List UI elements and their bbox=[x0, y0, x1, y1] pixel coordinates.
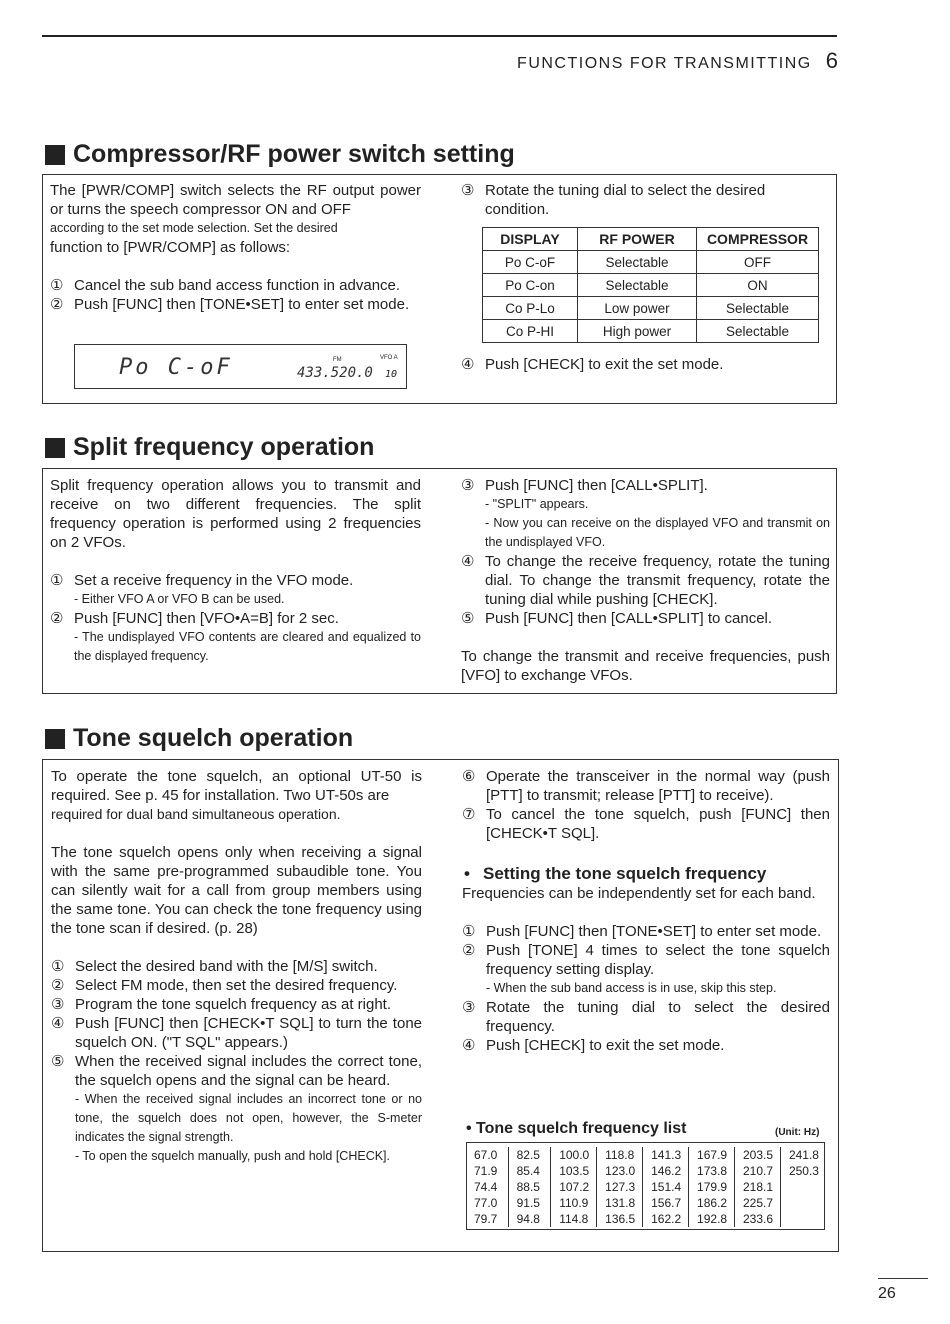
table-header: DISPLAY bbox=[483, 228, 578, 251]
step-number: ① bbox=[50, 277, 64, 294]
sec2-step-2 bbox=[50, 609, 421, 628]
table-cell: Po C-on bbox=[483, 274, 578, 297]
lcd-vfo-indicator: VFO A bbox=[380, 355, 398, 361]
tone-row bbox=[466, 1147, 823, 1163]
table-cell: OFF bbox=[697, 251, 819, 274]
chapter-number: 6 bbox=[825, 48, 838, 73]
table-row bbox=[483, 320, 819, 343]
tone-cell: 192.8 bbox=[689, 1211, 735, 1227]
sec1-step-3 bbox=[461, 181, 829, 219]
sec1-right-column bbox=[461, 181, 829, 219]
step-text: Push [FUNC] then [CHECK•T SQL] to turn the tone squelch ON. ("T SQL" appears.) bbox=[75, 1015, 422, 1051]
table-header: RF POWER bbox=[578, 228, 697, 251]
sec2-step-3 bbox=[461, 476, 830, 495]
tone-cell: 162.2 bbox=[643, 1211, 689, 1227]
tone-cell: 85.4 bbox=[508, 1163, 551, 1179]
tone-cell: 71.9 bbox=[474, 1164, 498, 1178]
sec1-intro: The [PWR/COMP] switch selects the RF output power or turns the speech compressor ON and OFF bbox=[50, 182, 421, 218]
sec3-para2: The tone squelch opens only when receiving a signal with the same pre-programmed subaudible tone. You can silently wait for a call from group members using the same tone. You can check the tone frequency using the tone scan if desired. (p. 28) bbox=[51, 844, 422, 937]
section-title-tone-squelch bbox=[45, 724, 353, 753]
page-number-rule bbox=[878, 1278, 928, 1279]
section-title-text: Compressor/RF power switch setting bbox=[73, 140, 515, 168]
tone-frequency-table bbox=[466, 1147, 823, 1227]
table-cell: Selectable bbox=[578, 251, 697, 274]
tone-cell: 103.5 bbox=[551, 1163, 597, 1179]
tone-cell bbox=[780, 1179, 823, 1195]
section-title-text: Tone squelch operation bbox=[73, 724, 354, 752]
sec2-step-5 bbox=[461, 609, 830, 628]
table-header-row bbox=[483, 228, 819, 251]
tone-cell: 88.5 bbox=[508, 1179, 551, 1195]
tone-cell: 241.8 bbox=[780, 1147, 823, 1163]
tone-list-unit: (Unit: Hz) bbox=[775, 1127, 820, 1138]
tone-cell: 100.0 bbox=[551, 1147, 597, 1163]
top-rule bbox=[42, 35, 837, 37]
sec3-step-6 bbox=[462, 767, 830, 805]
tone-cell: 141.3 bbox=[643, 1147, 689, 1163]
tone-cell: 79.7 bbox=[474, 1212, 498, 1226]
step-text: Push [FUNC] then [VFO•A=B] for 2 sec. bbox=[74, 610, 339, 627]
section-title-split bbox=[45, 433, 374, 462]
sec2-step-4 bbox=[461, 552, 830, 609]
lcd-frequency: 433.520.0 bbox=[297, 365, 373, 381]
sec1-step-1 bbox=[50, 276, 421, 295]
sec3-subheading bbox=[462, 864, 830, 884]
section-marker-icon bbox=[45, 438, 65, 458]
tone-cell: 233.6 bbox=[735, 1211, 781, 1227]
sec2-intro: Split frequency operation allows you to transmit and receive on two different frequencies. The split frequency operation is performed using 2 frequencies on 2 VFOs. bbox=[50, 477, 421, 551]
tone-cell: 167.9 bbox=[689, 1147, 735, 1163]
tone-row bbox=[466, 1179, 823, 1195]
step-text: Select the desired band with the [M/S] switch. bbox=[75, 958, 378, 975]
header-section: FUNCTIONS FOR TRANSMITTING bbox=[517, 55, 812, 72]
sec3-sub-step-2 bbox=[462, 941, 830, 979]
tone-cell: 136.5 bbox=[597, 1211, 643, 1227]
step-number: ② bbox=[50, 296, 64, 313]
section-title-text: Split frequency operation bbox=[73, 433, 375, 461]
tone-cell: 123.0 bbox=[597, 1163, 643, 1179]
tone-cell: 203.5 bbox=[735, 1147, 781, 1163]
step-number: ② bbox=[462, 942, 476, 959]
step-text: Select FM mode, then set the desired frequency. bbox=[75, 977, 398, 994]
tone-cell: 146.2 bbox=[643, 1163, 689, 1179]
step-text: Push [FUNC] then [TONE•SET] to enter set mode. bbox=[74, 296, 410, 313]
step-number: ③ bbox=[461, 182, 475, 199]
step-text: Push [CHECK] to exit the set mode. bbox=[485, 356, 724, 373]
step-text: Push [FUNC] then [TONE•SET] to enter set mode. bbox=[486, 923, 822, 940]
step-text: Rotate the tuning dial to select the desired frequency. bbox=[486, 999, 830, 1035]
compressor-table bbox=[482, 227, 819, 343]
step-text: Operate the transceiver in the normal way (push [PTT] to transmit; release [PTT] to receive). bbox=[486, 768, 830, 804]
running-header bbox=[517, 48, 838, 74]
sec1-step-2 bbox=[50, 295, 421, 314]
sec3-step-7 bbox=[462, 805, 830, 843]
sec3-step-4 bbox=[51, 1014, 422, 1052]
step-number: ⑥ bbox=[462, 768, 476, 785]
sec3-step-1 bbox=[51, 957, 422, 976]
sec2-step-1-note: - Either VFO A or VFO B can be used. bbox=[74, 592, 285, 606]
section-title-compressor bbox=[45, 140, 515, 169]
sec2-right-column bbox=[461, 476, 830, 685]
step-number: ③ bbox=[462, 999, 476, 1016]
lcd-main-text: Po C-oF bbox=[119, 355, 233, 380]
sec3-sub-step-1 bbox=[462, 922, 830, 941]
step-number: ⑤ bbox=[51, 1053, 65, 1070]
step-number: ① bbox=[50, 572, 64, 589]
step-number: ④ bbox=[462, 1037, 476, 1054]
step-text: Rotate the tuning dial to select the desired condition. bbox=[485, 182, 766, 218]
table-row bbox=[483, 297, 819, 320]
sec3-step-5-note: - When the received signal includes an incorrect tone or no tone, the squelch does not open, however, the S-meter indicates the signal strength. bbox=[75, 1092, 422, 1144]
tone-cell: 67.0 bbox=[474, 1148, 498, 1162]
step-text: To change the receive frequency, rotate the tuning dial. To change the transmit frequency, rotate the tuning dial while pushing [CHECK]. bbox=[485, 553, 830, 608]
tone-cell: 82.5 bbox=[508, 1147, 551, 1163]
step-number: ⑦ bbox=[462, 806, 476, 823]
sec3-sub-step-2-note: - When the sub band access is in use, skip this step. bbox=[486, 981, 777, 995]
tone-row bbox=[466, 1195, 823, 1211]
sec3-sub-step-4 bbox=[462, 1036, 830, 1055]
step-number: ① bbox=[462, 923, 476, 940]
table-cell: Co P-Lo bbox=[483, 297, 578, 320]
sec1-step-4 bbox=[461, 355, 829, 374]
step-text: Set a receive frequency in the VFO mode. bbox=[74, 572, 354, 589]
tone-row bbox=[466, 1211, 823, 1227]
tone-cell: 156.7 bbox=[643, 1195, 689, 1211]
tone-cell: 151.4 bbox=[643, 1179, 689, 1195]
section-marker-icon bbox=[45, 145, 65, 165]
table-header: COMPRESSOR bbox=[697, 228, 819, 251]
table-cell: ON bbox=[697, 274, 819, 297]
table-cell: High power bbox=[578, 320, 697, 343]
sec2-step-1 bbox=[50, 571, 421, 590]
sec3-step-5-note-2: - To open the squelch manually, push and hold [CHECK]. bbox=[75, 1149, 391, 1163]
tone-cell: 91.5 bbox=[508, 1195, 551, 1211]
lcd-channel: 10 bbox=[385, 369, 398, 380]
sec1-step-4-wrap bbox=[461, 355, 829, 374]
step-text: Push [FUNC] then [CALL•SPLIT] to cancel. bbox=[485, 610, 773, 627]
table-cell: Low power bbox=[578, 297, 697, 320]
step-text: Push [TONE] 4 times to select the tone squelch frequency setting display. bbox=[486, 942, 830, 978]
step-text: When the received signal includes the correct tone, the squelch opens and the signal can be heard. bbox=[75, 1053, 422, 1089]
tone-frequency-list bbox=[466, 1142, 825, 1230]
tone-cell: 118.8 bbox=[597, 1147, 643, 1163]
table-row bbox=[483, 274, 819, 297]
tone-cell bbox=[780, 1195, 823, 1211]
step-number: ① bbox=[51, 958, 65, 975]
tone-cell: 107.2 bbox=[551, 1179, 597, 1195]
step-number: ② bbox=[51, 977, 65, 994]
tone-cell: 179.9 bbox=[689, 1179, 735, 1195]
tone-list-title: • Tone squelch frequency list bbox=[466, 1120, 687, 1137]
step-text: Push [CHECK] to exit the set mode. bbox=[486, 1037, 725, 1054]
sec2-outro: To change the transmit and receive frequencies, push [VFO] to exchange VFOs. bbox=[461, 648, 830, 684]
table-cell: Selectable bbox=[578, 274, 697, 297]
bullet-icon: • bbox=[464, 864, 470, 883]
sec3-right-column bbox=[462, 767, 830, 1055]
tone-cell bbox=[780, 1211, 823, 1227]
sec2-step-2-note: - The undisplayed VFO contents are cleared and equalized to the displayed frequency. bbox=[74, 630, 421, 663]
sec1-intro-cont: according to the set mode selection. Set the desired bbox=[50, 221, 338, 235]
page-number: 26 bbox=[878, 1285, 896, 1302]
tone-cell: 210.7 bbox=[735, 1163, 781, 1179]
subheading-text: Setting the tone squelch frequency bbox=[483, 864, 767, 883]
tone-cell: 186.2 bbox=[689, 1195, 735, 1211]
sec2-step-3-note: - "SPLIT" appears. bbox=[485, 497, 589, 511]
step-number: ② bbox=[50, 610, 64, 627]
sec2-step-3-note-2: - Now you can receive on the displayed VFO and transmit on the undisplayed VFO. bbox=[485, 516, 830, 549]
step-number: ④ bbox=[461, 356, 475, 373]
step-text: Cancel the sub band access function in advance. bbox=[74, 277, 401, 294]
table-cell: Selectable bbox=[697, 297, 819, 320]
step-number: ④ bbox=[461, 553, 475, 570]
sec3-step-5 bbox=[51, 1052, 422, 1090]
step-number: ④ bbox=[51, 1015, 65, 1032]
tone-row bbox=[466, 1163, 823, 1179]
sec3-intro-cont: required for dual band simultaneous operation. bbox=[51, 806, 341, 822]
tone-table-body bbox=[466, 1147, 823, 1227]
step-number: ⑤ bbox=[461, 610, 475, 627]
sec1-left-column bbox=[50, 181, 421, 314]
lcd-fm-indicator: FM bbox=[333, 357, 342, 363]
table-row bbox=[483, 251, 819, 274]
tone-cell: 77.0 bbox=[474, 1196, 498, 1210]
step-text: Program the tone squelch frequency as at right. bbox=[75, 996, 392, 1013]
table-cell: Co P-HI bbox=[483, 320, 578, 343]
table-cell: Po C-oF bbox=[483, 251, 578, 274]
sec3-intro: To operate the tone squelch, an optional UT-50 is required. See p. 45 for installation. Two UT-50s are bbox=[51, 768, 422, 804]
sec2-left-column bbox=[50, 476, 421, 666]
tone-cell: 225.7 bbox=[735, 1195, 781, 1211]
sec3-sub-intro: Frequencies can be independently set for each band. bbox=[462, 885, 816, 902]
tone-cell: 131.8 bbox=[597, 1195, 643, 1211]
tone-cell: 127.3 bbox=[597, 1179, 643, 1195]
sec1-intro-end: function to [PWR/COMP] as follows: bbox=[50, 239, 291, 256]
tone-cell: 74.4 bbox=[474, 1180, 498, 1194]
sec3-step-2 bbox=[51, 976, 422, 995]
table-cell: Selectable bbox=[697, 320, 819, 343]
tone-cell: 218.1 bbox=[735, 1179, 781, 1195]
tone-cell: 250.3 bbox=[780, 1163, 823, 1179]
section-marker-icon bbox=[45, 729, 65, 749]
sec3-sub-step-3 bbox=[462, 998, 830, 1036]
sec3-left-column bbox=[51, 767, 422, 1166]
tone-cell: 114.8 bbox=[551, 1211, 597, 1227]
tone-cell: 110.9 bbox=[551, 1195, 597, 1211]
sec3-step-3 bbox=[51, 995, 422, 1014]
lcd-display bbox=[74, 344, 407, 389]
step-number: ③ bbox=[461, 477, 475, 494]
step-number: ③ bbox=[51, 996, 65, 1013]
step-text: Push [FUNC] then [CALL•SPLIT]. bbox=[485, 477, 708, 494]
step-text: To cancel the tone squelch, push [FUNC] then [CHECK•T SQL]. bbox=[486, 806, 830, 842]
tone-cell: 173.8 bbox=[689, 1163, 735, 1179]
tone-cell: 94.8 bbox=[508, 1211, 551, 1227]
